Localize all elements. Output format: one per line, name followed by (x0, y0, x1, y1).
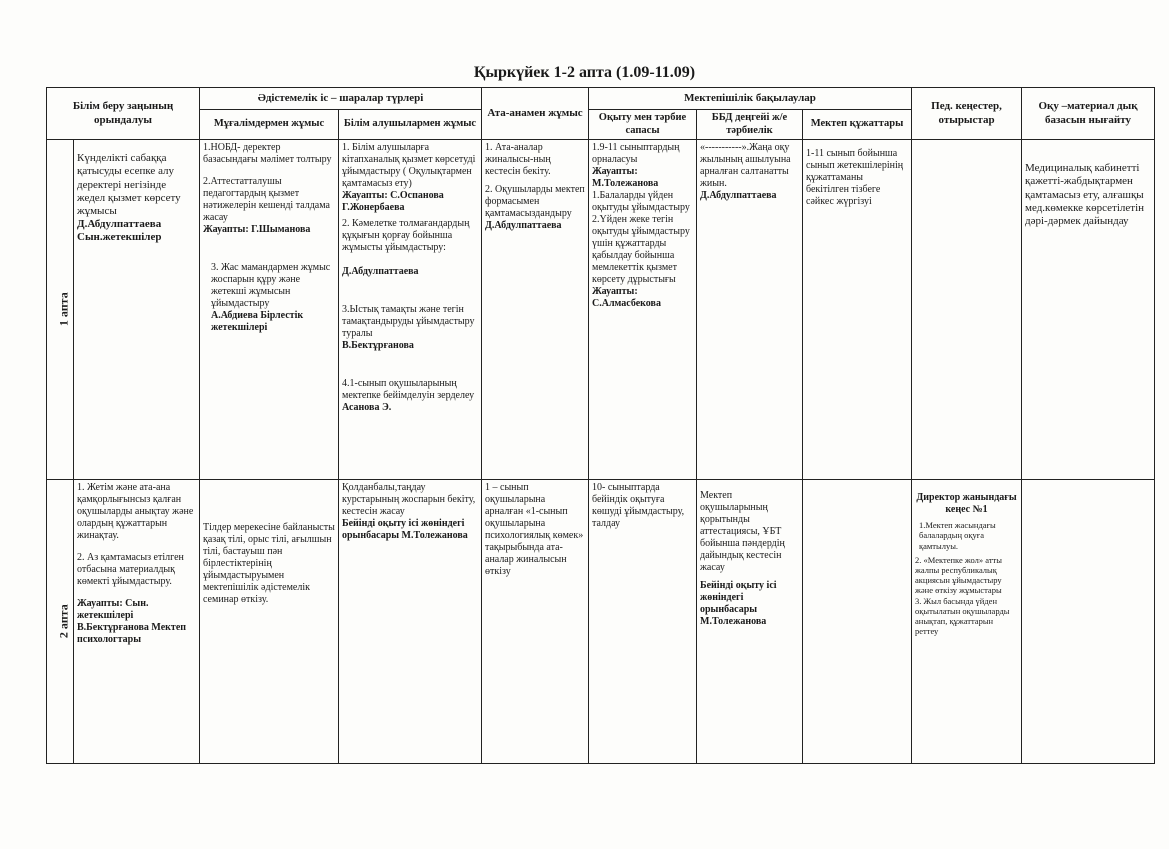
week1-council-cell (912, 140, 1022, 480)
week-label: 1 апта (47, 140, 74, 480)
week2-parents-cell: 1 – сынып оқушыларына арналған «1-сынып оқушыларына психологиялық көмек» тақырыбында ата-аналар жиналысын өткізу (482, 480, 589, 764)
council-title: Директор жанындағы кеңес №1 (916, 492, 1017, 516)
week2-quality-cell: 10- сыныптарда бейіндік оқытуға көшуді ұйымдастыру, талдау (589, 480, 697, 764)
header-council: Пед. кеңестер, отырыстар (912, 88, 1022, 140)
council-item: 1.Мектеп жасындағы балалардың оқуға қамтылуы. (919, 520, 996, 551)
header-law: Білім беру заңының орындалуы (47, 88, 200, 140)
week1-bbd-cell: «-----------».Жаңа оқу жылының ашылуына арналған салтанатты жиын. Д.Абдулпаттаева (697, 140, 803, 480)
week1-docs-cell: 1-11 сынып бойынша сынып жетекшілерінің құжаттаманы бекітілген тізбеге сәйкес жүргізуі (803, 140, 912, 480)
header-method-group: Әдістемелік іс – шаралар түрлері (200, 88, 482, 110)
week2-law-cell: 1. Жетім және ата-ана қамқорлығынсыз қалған оқушыларды анықтау және олардың құжаттарын жинақтау. 2. Аз қамтамасыз етілген отбасына материалдық көмекті ұйымдастыру. Жауапты: Сын. жетекшілері В.Бектұрғанова Мектеп психологтары (74, 480, 200, 764)
header-base: Оқу –материал дық базасын нығайту (1022, 88, 1155, 140)
plan-table (46, 87, 1155, 764)
week1-teachers-cell: 1.НОБД- деректер базасындағы мәлімет толтыру 2.Аттестатталушы педагогтардың қызмет нәтижелерін кешенді талдама жасау Жауапты: Г.Шыманова 3. Жас мамандармен жұмыс жоспарын құру және жетекші жұмысын ұйымдастыру А.Абдиева Бірлестік жетекшілері (200, 140, 339, 480)
header-quality: Оқыту мен тәрбие сапасы (589, 110, 697, 140)
header-students: Білім алушылармен жұмыс (339, 110, 482, 140)
council-item: 3. Жыл басында үйден оқытылатын оқушыларды анықтап, құжаттарын реттеу (915, 595, 1010, 637)
week1-base-cell: Медициналық кабинетті қажетті-жабдықтармен қамтамасыз ету, алғашқы мед.көмекке көрсетілетін дәрі-дәрмек дайындау (1022, 140, 1155, 480)
week1-law-cell: Күнделікті сабаққа қатысуды есепке алу деректері негізінде жедел қызмет көрсету жұмысы Д.Абдулпаттаева Сын.жетекшілер (74, 140, 200, 480)
week2-council-cell (912, 480, 1022, 764)
header-bbd: ББД деңгейі ж/е тәрбиелік (697, 110, 803, 140)
header-control-group: Мектепішілік бақылаулар (589, 88, 912, 110)
week2-docs-cell (803, 480, 912, 764)
week1-parents-cell: 1. Ата-аналар жиналысы-ның кестесін бекіту. 2. Оқушыларды мектеп формасымен қамтамасыздандыру Д.Абдулпаттаева (482, 140, 589, 480)
table-row-week-2 (47, 480, 1155, 764)
week2-students-cell: Қолданбалы,таңдау курстарының жоспарын бекіту, кестесін жасау Бейінді оқыту ісі жөніндегі орынбасары М.Толежанова (339, 480, 482, 764)
header-docs: Мектеп құжаттары (803, 110, 912, 140)
week1-students-cell: 1. Білім алушыларға кітапханалық қызмет көрсетуді ұйымдастыру ( Оқулықтармен қамтамасыз ету) Жауапты: С.Оспанова Г.Жонербаева 2. Кәмелетке толмағандардың құқығын қорғау бойынша жұмысты ұйымдастыру: Д.Абдулпаттаева 3.Ыстық тамақты және тегін тамақтандыруды ұйымдастыру туралы В.Бектұрғанова 4.1-сынып оқушыларының мектепке бейімделуін зерделеу Асанова Э. (339, 140, 482, 480)
week2-teachers-cell: Тілдер мерекесіне байланысты қазақ тілі, орыс тілі, ағылшын тілі, бастауыш пән бірлестіктерінің ұйымдастыруымен мектепішілік әдістемелік семинар өткізу. (200, 480, 339, 764)
council-item: 2. «Мектепке жол» атты жалпы республикалық акциясын ұйымдастыру және өткізу жұмыстары (915, 554, 1002, 596)
week2-bbd-cell: Мектеп оқушыларының қорытынды аттестациясы, ҰБТ бойынша пәндердің дайындық кестесін жасау Бейінді оқыту ісі жөніндегі орынбасары М.Толежанова (697, 480, 803, 764)
week1-quality-cell: 1.9-11 сыныптардың орналасуы Жауапты: М.Толежанова 1.Балаларды үйден оқытуды ұйымдастыру 2.Үйден жеке тегін оқытуды ұйымдастыру үшін құжаттарды қабылдау бойынша мемлекеттік қызмет көрсету дұрыстығы Жауапты: С.Алмасбекова (589, 140, 697, 480)
week2-base-cell (1022, 480, 1155, 764)
header-teachers: Мұғалімдермен жұмыс (200, 110, 339, 140)
page-title: Қыркүйек 1-2 апта (1.09-11.09) (473, 64, 696, 81)
header-parents: Ата-анамен жұмыс (482, 88, 589, 140)
table-row-week-1 (47, 140, 1155, 480)
week-label: 2 апта (47, 480, 74, 764)
